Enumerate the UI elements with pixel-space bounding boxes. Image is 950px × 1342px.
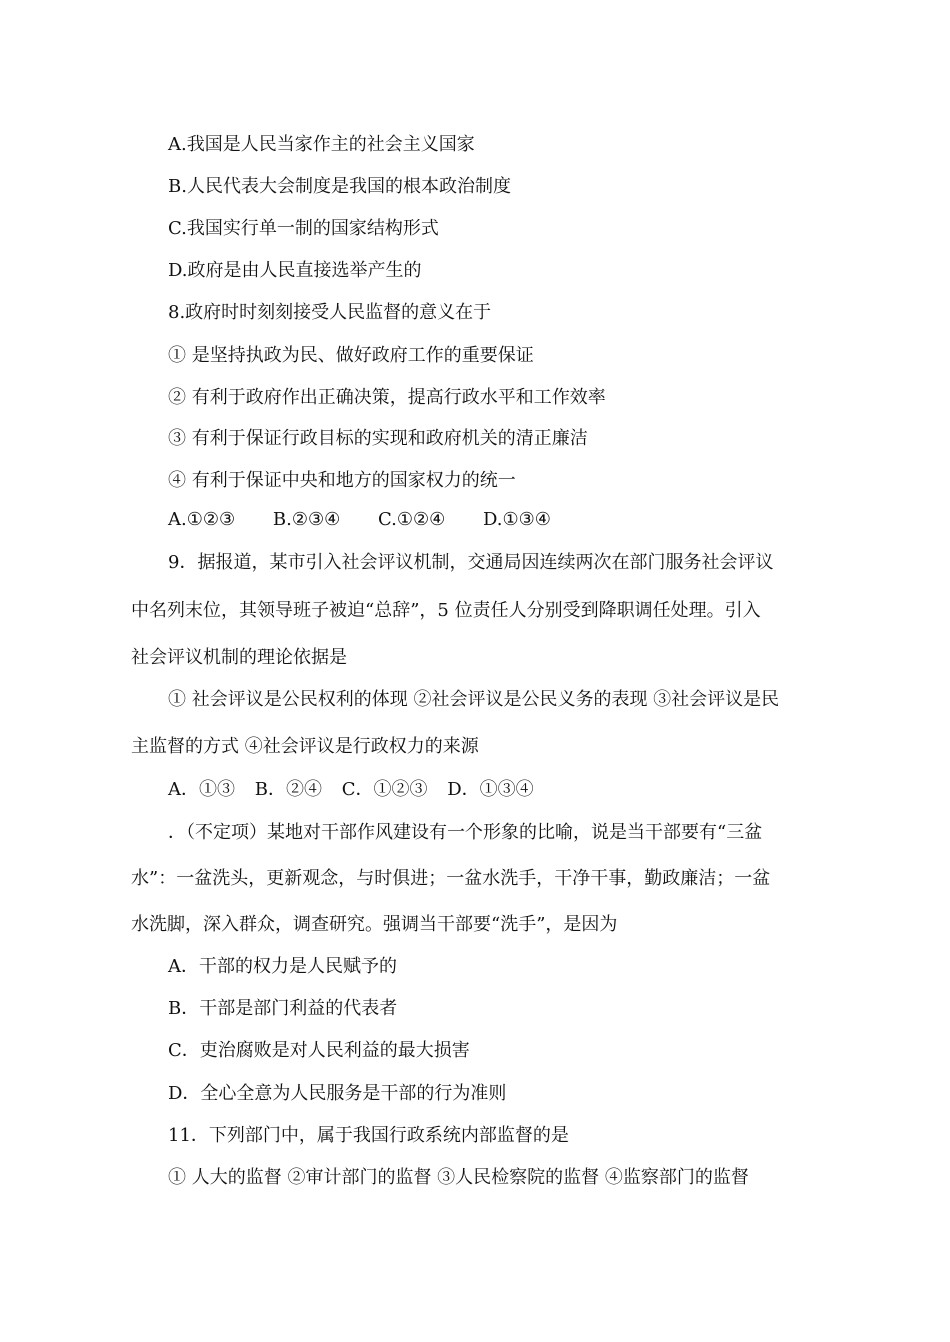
q9-option-a: A．①③	[168, 779, 235, 800]
q9-stem-line-1: 9．据报道，某市引入社会评议机制，交通局因连续两次在部门服务社会评议	[168, 552, 774, 573]
q9-items-line-2: 主监督的方式 ④社会评议是行政权力的来源	[131, 736, 479, 757]
q10-option-c: C．吏治腐败是对人民利益的最大损害	[168, 1040, 470, 1061]
q10-option-d: D．全心全意为人民服务是干部的行为准则	[168, 1083, 507, 1104]
q11-items: ① 人大的监督 ②审计部门的监督 ③人民检察院的监督 ④监察部门的监督	[168, 1167, 749, 1188]
q10-stem-line-2: 水”：一盆洗头，更新观念，与时俱进；一盆水洗手，干净干事，勤政廉洁；一盆	[131, 868, 771, 889]
q8-item-2: ② 有利于政府作出正确决策，提高行政水平和工作效率	[168, 387, 606, 408]
q9-stem-line-3: 社会评议机制的理论依据是	[131, 647, 347, 668]
q11-stem: 11．下列部门中，属于我国行政系统内部监督的是	[168, 1125, 569, 1146]
q10-option-a: A．干部的权力是人民赋予的	[168, 956, 397, 977]
q9-items-line-1: ① 社会评议是公民权利的体现 ②社会评议是公民义务的表现 ③社会评议是民	[168, 689, 780, 710]
q8-option-c: C.①②④	[377, 509, 446, 530]
q8-option-b: B.②③④	[272, 509, 341, 530]
q9-option-d: D．①③④	[447, 779, 534, 800]
q8-stem: 8.政府时时刻刻接受人民监督的意义在于	[168, 302, 492, 323]
q7-option-d: D.政府是由人民直接选举产生的	[168, 260, 422, 281]
q8-item-1: ① 是坚持执政为民、做好政府工作的重要保证	[168, 345, 534, 366]
q7-option-a: A.我国是人民当家作主的社会主义国家	[168, 134, 475, 155]
q10-option-b: B．干部是部门利益的代表者	[168, 998, 398, 1019]
q8-option-a: A.①②③	[168, 509, 236, 530]
q8-option-d: D.①③④	[482, 509, 551, 530]
q9-options	[168, 778, 534, 802]
q8-item-3: ③ 有利于保证行政目标的实现和政府机关的清正廉洁	[168, 428, 588, 449]
q8-item-4: ④ 有利于保证中央和地方的国家权力的统一	[168, 470, 516, 491]
q9-option-b: B．②④	[254, 779, 322, 800]
q7-option-c: C.我国实行单一制的国家结构形式	[168, 218, 439, 239]
q9-stem-line-2: 中名列末位，其领导班子被迫“总辞”，5 位责任人分别受到降职调任处理。引入	[131, 600, 761, 621]
q9-option-c: C．①②③	[341, 779, 428, 800]
q10-stem-line-1: ．（不定项）某地对干部作风建设有一个形象的比喻，说是当干部要有“三盆	[168, 822, 763, 843]
q7-option-b: B.人民代表大会制度是我国的根本政治制度	[168, 176, 511, 197]
q10-stem-line-3: 水洗脚，深入群众，调查研究。强调当干部要“洗手”，是因为	[131, 914, 618, 935]
q8-options	[168, 508, 551, 532]
